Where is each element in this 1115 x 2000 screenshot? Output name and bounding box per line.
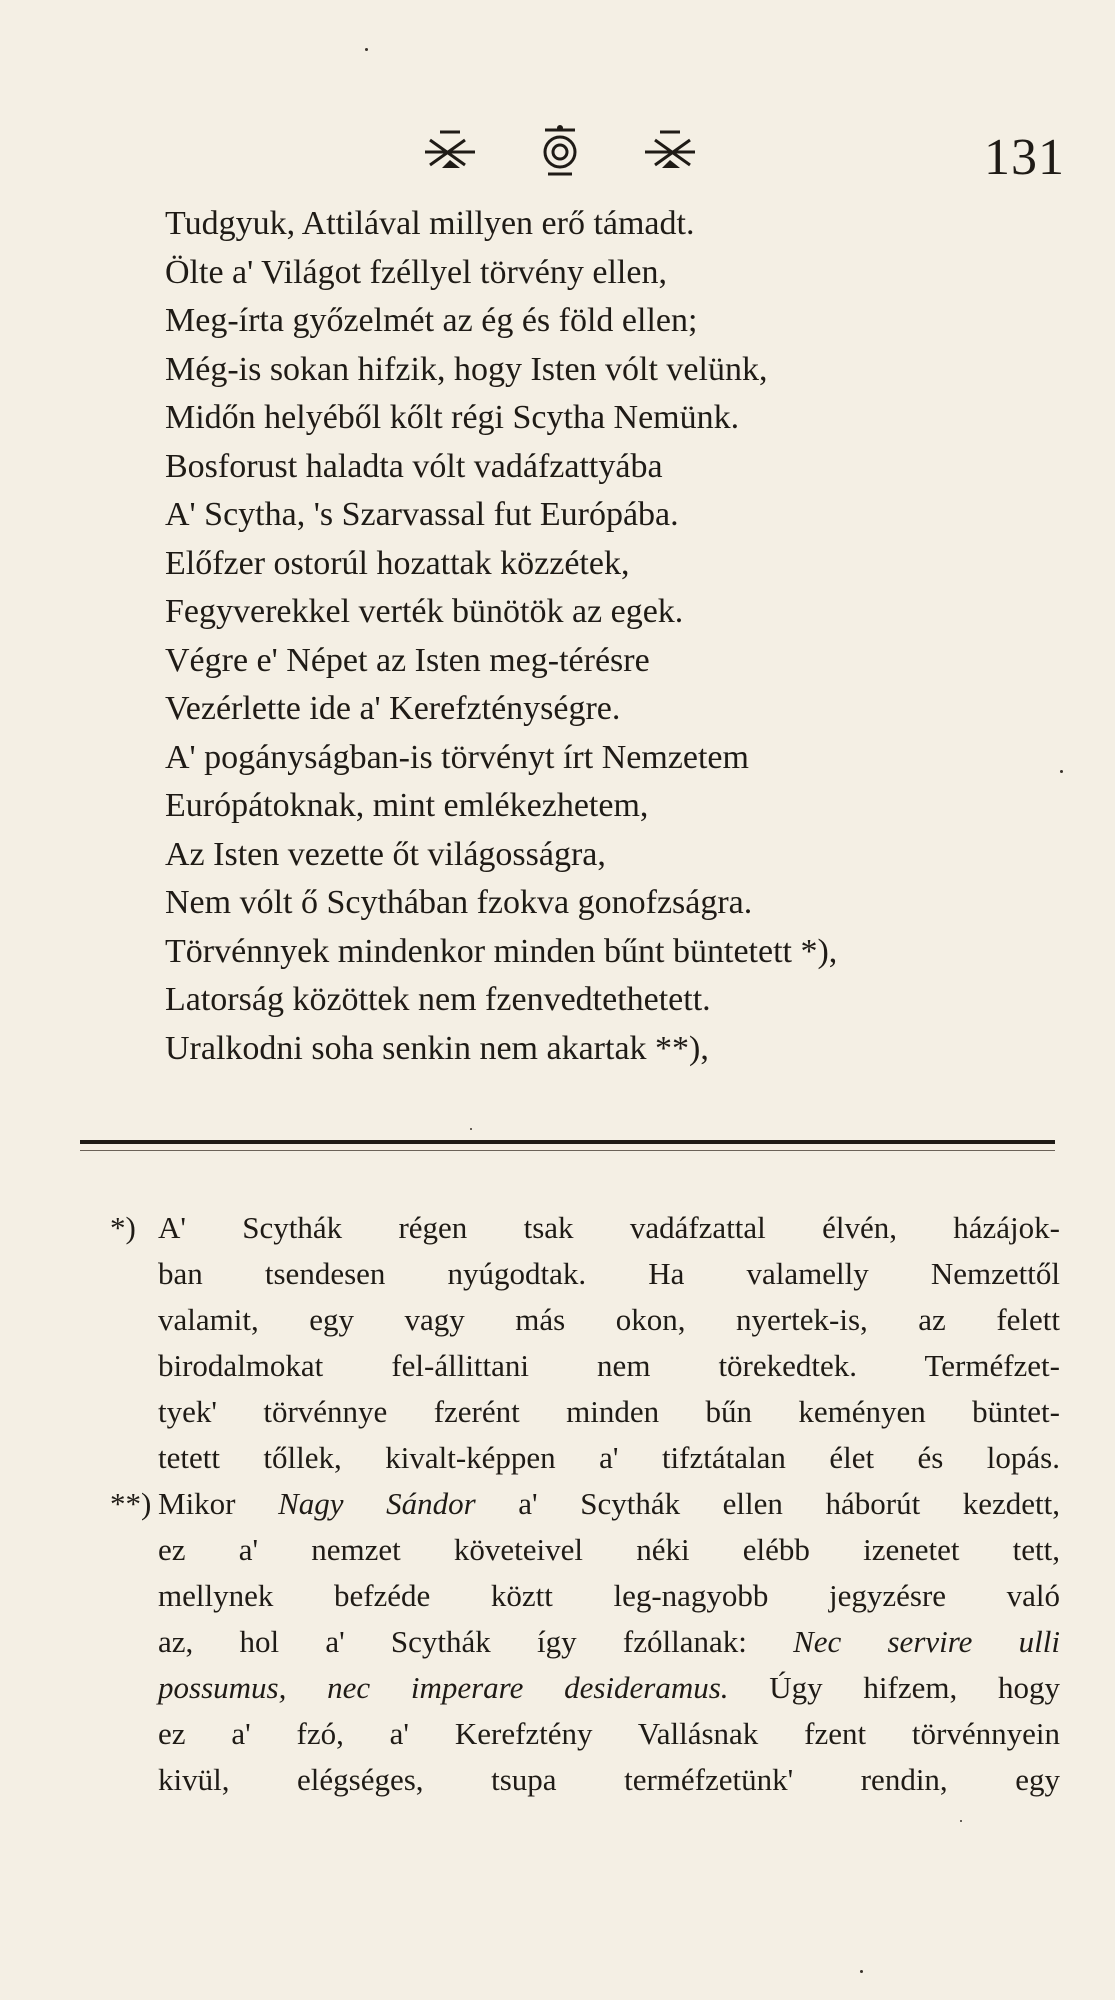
verse-line: Vezérlette ide a' Kerefzténységre. <box>165 690 621 727</box>
footnote-line <box>110 1665 1060 1711</box>
verse-line: Uralkodni soha senkin nem akartak **), <box>165 1029 709 1067</box>
paper-speck <box>960 1820 962 1822</box>
verse-line: Még-is sokan hifzik, hogy Isten vólt velünk, <box>165 350 768 388</box>
verse-line: Midőn helyéből kőlt régi Scytha Nemünk. <box>165 399 740 436</box>
footnote-line: tetett tőllek, kivalt-képpen a' tifztátalan élet és lopás. <box>158 1440 1060 1475</box>
footnotes-block <box>110 1205 1060 1803</box>
footnote-marker: *) <box>110 1210 136 1245</box>
verse-line: Ölte a' Világot fzéllyel törvény ellen, <box>165 253 667 291</box>
footnote-line <box>110 1481 1060 1527</box>
verse-line: Európátoknak, mint emlékezhetem, <box>165 787 649 824</box>
verse-line: Előfzer ostorúl hozattak közzétek, <box>165 544 630 582</box>
footnote-separator <box>80 1140 1055 1144</box>
verse-line: Fegyverekkel verték bünötök az egek. <box>165 593 684 630</box>
verse-line: A' Scytha, 's Szarvassal fut Európába. <box>165 496 679 533</box>
verse-line: Törvénnyek mindenkor minden bűnt büntetett *), <box>165 932 838 970</box>
ornamental-fleuron-icon <box>420 120 700 180</box>
footnote-line: kivül, elégséges, tsupa terméfzetünk' rendin, egy <box>158 1762 1060 1797</box>
footnote-line: ez a' nemzet követeivel néki elébb izenetet tett, <box>158 1532 1060 1567</box>
footnote-latin-quote: possumus, nec imperare desideramus. <box>158 1670 729 1705</box>
footnote-line: valamit, egy vagy más okon, nyertek-is, az felett <box>158 1302 1060 1337</box>
verse-line: Latorság közöttek nem fzenvedtethetett. <box>165 981 711 1018</box>
footnote-text: A' Scythák régen tsak vadáfzattal élvén, házájok- <box>158 1210 1060 1245</box>
verse-line: Bosforust haladta vólt vadáfzattyába <box>165 447 663 485</box>
footnote-line <box>110 1619 1060 1665</box>
footnote-line: ban tsendesen nyúgodtak. Ha valamelly Nemzettől <box>158 1256 1060 1291</box>
footnote-separator-thin <box>80 1150 1055 1151</box>
paper-speck <box>365 48 368 51</box>
verse-line: Végre e' Népet az Isten meg-térésre <box>165 641 650 679</box>
footnote-text: Úgy hifzem, hogy <box>769 1670 1060 1705</box>
verse-line: Tudgyuk, Attilával millyen erő támadt. <box>165 205 695 242</box>
page-number: 131 <box>984 129 1065 186</box>
footnote-line: birodalmokat fel-állittani nem törekedtek. Terméfzet- <box>158 1348 1060 1383</box>
footnote-line <box>110 1205 1060 1251</box>
footnote-text: Mikor <box>158 1486 236 1521</box>
verse-line: Meg-írta győzelmét az ég és föld ellen; <box>165 302 698 339</box>
verse-line: Nem vólt ő Scythában fzokva gonofzságra. <box>165 884 753 921</box>
verse-line: A' pogányságban-is törvényt írt Nemzetem <box>165 738 749 776</box>
footnote-text: a' Scythák ellen háborút kezdett, <box>518 1486 1061 1521</box>
verse-block <box>165 200 1045 1073</box>
paper-speck <box>1060 770 1063 773</box>
paper-speck <box>860 1970 863 1973</box>
verse-line: Az Isten vezette őt világosságra, <box>165 835 606 873</box>
footnote-line: ez a' fzó, a' Kerefztény Vallásnak fzent törvénnyein <box>158 1716 1060 1751</box>
footnote-line: mellynek befzéde köztt leg-nagyobb jegyzésre való <box>158 1578 1060 1613</box>
footnote-text: az, hol a' Scythák így fzóllanak: <box>158 1624 747 1659</box>
footnote-line: tyek' törvénnye fzerént minden bűn keményen büntet- <box>158 1394 1060 1429</box>
footnote-italic-name: Nagy Sándor <box>278 1486 476 1521</box>
footnote-marker: **) <box>110 1486 152 1521</box>
paper-speck <box>470 1128 472 1130</box>
footnote-latin-quote: Nec servire ulli <box>793 1624 1060 1659</box>
